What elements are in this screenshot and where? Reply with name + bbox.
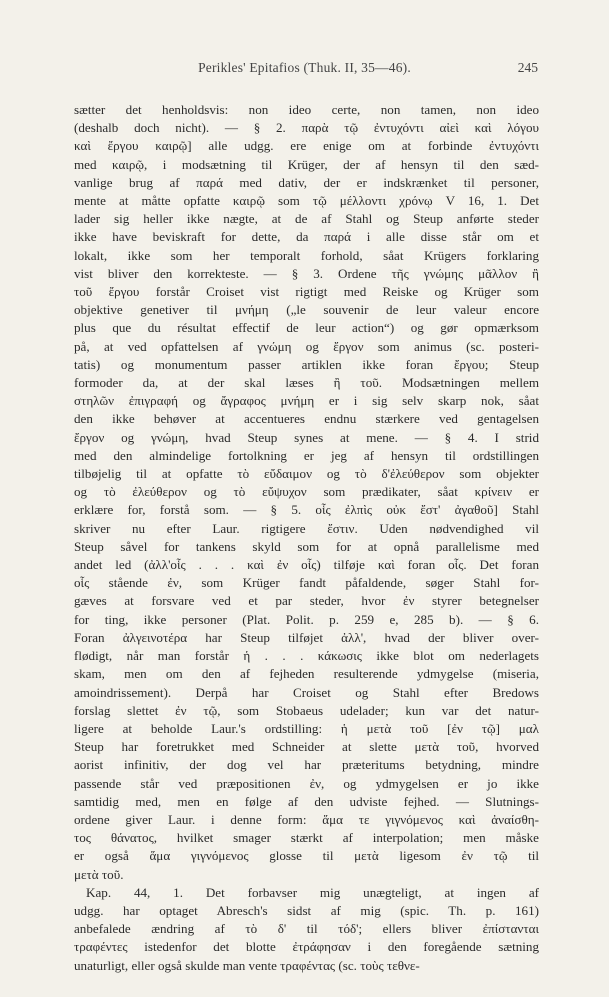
text-line: sætter det henholdsvis: non ideo certe, non tamen, non ideo <box>74 102 539 117</box>
text-line: οἷς stående ἐν, som Krüger fandt påfaldende, søger Stahl for- <box>74 575 539 591</box>
text-line: formoder da, at der skal læses ἢ τοῦ. Modsætningen mellem <box>74 375 539 391</box>
text-line: Steup har foretrukket med Schneider at slette μετὰ τοῦ, hvorved <box>74 739 539 755</box>
text-line: aorist infinitiv, der dog vel har præteritums betydning, mindre <box>74 757 539 773</box>
text-line: på, at ved opfattelsen af γνώμη og ἔργον som animus (sc. posteri- <box>74 338 539 354</box>
text-line: samtidig med, men en følge af den udviste fejhed. — Slutnings- <box>74 793 539 809</box>
text-line: tatis) og monumentum passer artiklen ikke foran ἔργου; Steup <box>74 356 539 372</box>
text-line: τραφέντες istedenfor det blotte ἐτράφησαν i den foregående sætning <box>74 939 539 955</box>
text-line: ἔργον og γνώμη, hvad Steup synes at mene. — § 4. I strid <box>74 429 539 445</box>
text-line: amoindrissement). Derpå har Croiset og Stahl efter Bredows <box>74 684 539 700</box>
text-line: erklære for, forstå som. — § 5. οἷς ἐλπὶς οὐκ ἔστ' ἀγαθοῦ] Stahl <box>74 502 539 518</box>
text-line: med den almindelige fortolkning er jeg af hensyn til ordstillingen <box>74 447 539 463</box>
text-line: στηλῶν ἐπιγραφή og ἄγραφος μνήμη er i sig selv skarp nok, såat <box>74 393 539 409</box>
text-line: ordene giver Laur. i denne form: ἅμα τε γιγνόμενος καὶ ἀναίσθη- <box>74 811 539 827</box>
page-header <box>0 60 609 80</box>
text-line: er også ἅμα γιγνόμενος glosse til μετὰ ligesom ἐν τῷ til <box>74 848 539 864</box>
text-line: andet led (ἀλλ'οἷς . . . καὶ ἐν οἷς) tilføje καὶ foran οἷς. Det foran <box>74 557 539 573</box>
text-line: vanlige brug af παρά med dativ, der er indskrænket til personer, <box>74 174 539 190</box>
text-line: passende står ved præpositionen ἐν, og ydmygelsen er jo ikke <box>74 775 539 791</box>
text-line: Steup såvel for tankens skyld som for at opnå parallelisme med <box>74 538 539 554</box>
running-head: Perikles' Epitafios (Thuk. II, 35—46). <box>198 60 411 75</box>
text-line: lader sig heller ikke nægte, at de af Stahl og Steup anførte steder <box>74 211 539 227</box>
text-line: forslag slettet ἐν τῷ, som Stobaeus udelader; kun var det natur- <box>74 702 539 718</box>
text-line: skriver nu efter Laur. rigtigere ἔστιν. Uden nødvendighed vil <box>74 520 539 536</box>
page-number: 245 <box>517 60 538 75</box>
text-line: plus que du résultat effectif de leur action“) og gør opmærksom <box>74 320 539 336</box>
text-line: mente at måtte opfatte καιρῷ som τῷ μέλλοντι χρόνῳ V 16, 1. Det <box>74 193 539 209</box>
text-line: ikke have beviskraft for dette, da παρά i alle disse står om et <box>74 229 539 245</box>
text-line: τοῦ ἔργου forstår Croiset vist rigtigt med Reiske og Krüger som <box>74 284 539 300</box>
text-line: Foran ἀλγεινοτέρα har Steup tilføjet ἀλλ', hvad der bliver over- <box>74 629 539 645</box>
text-line: Kap. 44, 1. Det forbavser mig unægteligt, at ingen af <box>86 884 539 900</box>
text-line: τος θάνατος, hvilket smager stærkt af interpolation; men måske <box>74 830 539 846</box>
body-text <box>74 101 539 975</box>
text-line: den ikke behøver at accentueres endnu stærkere ved gentagelsen <box>74 411 539 427</box>
text-line: for ting, ikke personer (Plat. Polit. p. 259 e, 285 b). — § 6. <box>74 611 539 627</box>
text-line: lokalt, ikke som her temporalt forhold, såat Krügers forklaring <box>74 247 539 263</box>
text-line: flødigt, når man forstår ἡ . . . κάκωσις ikke blot om nederlagets <box>74 648 539 664</box>
text-line: skam, men om den af fejheden resulterende ydmygelse (miseria, <box>74 666 539 682</box>
text-line: udgg. har optaget Abresch's sidst af mig (spic. Th. p. 161) <box>74 902 539 918</box>
text-line: objektive genetiver til μνήμη („le souvenir de leur valeur encore <box>74 302 539 318</box>
text-line: tilbøjelig til at opfatte τὸ εὔδαιμον og τὸ δ'ἐλεύθερον som objekter <box>74 466 539 482</box>
text-line: καὶ ἔργου καιρῷ] alle udgg. ere enige om at forbinde ἐντυχόντι <box>74 138 539 154</box>
text-line: (deshalb doch nicht). — § 2. παρὰ τῷ ἐντυχόντι αἰεὶ καὶ λόγου <box>74 120 539 136</box>
text-line: ligere at beholde Laur.'s ordstilling: ἡ μετὰ τοῦ [ἐν τῷ] μαλ <box>74 720 539 736</box>
text-line: anbefalede ændring af τὸ δ' til τόδ'; ellers bliver ἐπίστανται <box>74 921 539 937</box>
text-line: μετὰ τοῦ. <box>74 866 124 882</box>
text-line: og τὸ ἐλεύθερον og τὸ εὔψυχον som prædikater, såat κρίνειν er <box>74 484 539 500</box>
text-line: unaturligt, eller også skulde man vente τραφέντας (sc. τοὺς τεθνε- <box>74 957 420 973</box>
text-line: vist bliver den korrekteste. — § 3. Ordene τῆς γνώμης μᾶλλον ἢ <box>74 265 539 281</box>
text-line: med καιρῷ, i modsætning til Krüger, der af hensyn til den sæd- <box>74 156 539 172</box>
text-line: gæves at forsvare ved et par steder, hvor ἐν styrer betegnelser <box>74 593 539 609</box>
